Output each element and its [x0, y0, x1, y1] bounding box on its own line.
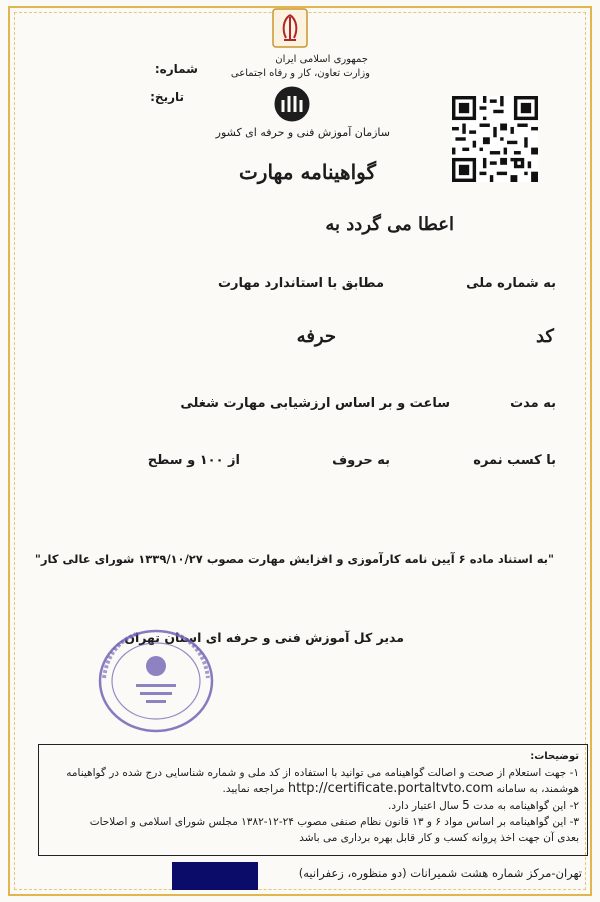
notes-heading: توضیحات: [530, 751, 579, 762]
qr-code-icon [452, 96, 538, 182]
notes-line-4: ۳- این گواهینامه بر اساس مواد ۶ و ۱۳ قانون نظام صنفی مصوب ۲۴-۱۲-۱۳۸۲ مجلس شورای اسلامی و اصلاحات [89, 816, 579, 828]
footer-address: تهران-مرکز شماره هشت شمیرانات (دو منظوره، زعفرانیه) [298, 866, 582, 880]
awarded-to-label: اعطا می گردد به [325, 214, 454, 235]
notes-box [38, 744, 588, 856]
score-label: با کسب نمره [473, 453, 556, 468]
duration-text: ساعت و بر اساس ارزشیابی مهارت شغلی [180, 396, 450, 411]
notes-line-2 [47, 781, 579, 797]
notes-line-2-pre: هوشمند، به سامانه [496, 783, 579, 795]
certificate-title: گواهینامه مهارت [238, 160, 376, 184]
redacted-block [172, 862, 258, 890]
standard-label: مطابق با استاندارد مهارت [217, 276, 384, 291]
score-words-label: به حروف [332, 453, 390, 468]
country-name: جمهوری اسلامی ایران [275, 54, 368, 65]
trade-label: حرفه [296, 326, 336, 347]
notes-line-1: ۱- جهت استعلام از صحت و اصالت گواهینامه می توانید با استفاده از کد ملی و شماره شناسایی درج شده در گواهینامه [66, 767, 579, 779]
code-label: کد [535, 326, 554, 347]
duration-label: به مدت [510, 396, 556, 411]
verification-url[interactable]: http://certificate.portaltvto.com [287, 781, 494, 796]
number-label: شماره: [154, 62, 198, 76]
notes-line-3-pre: ۲- این گواهینامه به مدت [473, 800, 579, 812]
organization-name: سازمان آموزش فنی و حرفه ای کشور [215, 126, 390, 139]
score-scale: از ۱۰۰ و سطح [147, 453, 240, 468]
iran-emblem-icon [272, 8, 308, 48]
regulation-note: "به استناد ماده ۶ آیین نامه کارآموزی و افزایش مهارت مصوب ۱۳۳۹/۱۰/۲۷ شورای عالی کار" [34, 552, 554, 566]
director-title: مدیر کل آموزش فنی و حرفه ای استان تهران [124, 630, 404, 645]
notes-line-3-post: سال اعتبار دارد. [388, 800, 459, 812]
tvto-logo-icon [270, 84, 314, 124]
validity-years: 5 [462, 798, 470, 812]
national-id-label: به شماره ملی [466, 276, 556, 291]
date-label: تاریخ: [150, 90, 184, 104]
ministry-name: وزارت تعاون، کار و رفاه اجتماعی [230, 68, 370, 79]
notes-line-3 [47, 797, 579, 814]
notes-line-2-post: مراجعه نمایید. [222, 783, 285, 795]
official-stamp-icon [96, 626, 216, 736]
notes-line-5: بعدی آن جهت اخذ پروانه کسب و کار قابل بهره برداری می باشد [299, 832, 579, 844]
